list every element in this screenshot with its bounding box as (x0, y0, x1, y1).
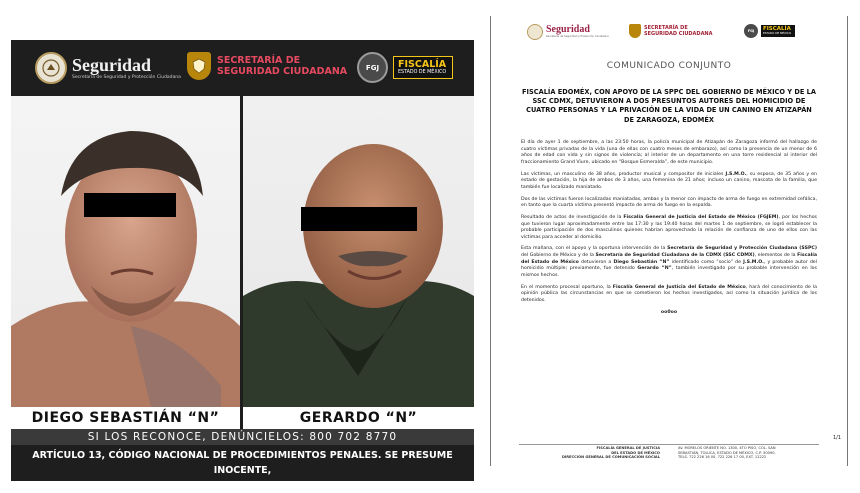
legal-line-1: ARTÍCULO 13, CÓDIGO NACIONAL DE PROCEDIMIENTOS PENALES. SE PRESUME INOCENTE, (32, 450, 453, 476)
footer-divider (519, 444, 819, 445)
page-number: 1/1 (832, 435, 841, 441)
doc-seguridad-title: Seguridad (546, 24, 590, 36)
doc-paragraph-2: Las víctimas, un masculino de 38 años, productor musical y compositor de iniciales J.S.M.O., su esposa, de 35 años y en estado de gestación, la hija de ambos de 3 años, una femenina de 21 años; incluso un canino, mascota de la familia, que también fue localizado maniatado. (521, 171, 817, 190)
doc-paragraph-1: El día de ayer 1 de septiembre, a las 23:50 horas, la policía municipal de Atizapán de Zaragoza informó del hallazgo de cuatro víctimas privadas de la vida (una de ellas con cuatro meses de embarazo), así como la presencia de un menor de 6 años de edad con vida y sin signos de violencia; al interior de un departamento en una torre residencial al interior del fraccionamiento Grand Viure, ubicado en “Bosque Esmeralda”, de este municipio. (521, 140, 817, 165)
fgj-badge-icon (744, 24, 758, 38)
fiscalia-line2: ESTADO DE MÉXICO (398, 70, 447, 75)
doc-seguridad-subtitle: Secretaría de Seguridad y Protección Ciudadana (546, 35, 609, 39)
doc-title: COMUNICADO CONJUNTO (606, 61, 732, 71)
doc-ssc-line2: SEGURIDAD CIUDADANA (644, 31, 713, 37)
doc-paragraph-6: En el momento procesal oportuno, la Fiscalía General de Justicia del Estado de México, hará del conocimiento de la opinión pública las circunstancias en que se cometieron los hechos investigados, así como la situación jurídica de los detenidos. (521, 284, 817, 303)
doc-header (491, 16, 847, 50)
ssc-logo (187, 52, 347, 80)
censor-bar (84, 193, 176, 217)
ssc-line1: SECRETARÍA DE (217, 55, 301, 66)
ssc-shield-icon (629, 24, 641, 38)
footer-left-line: DEL ESTADO DE MÉXICO (611, 450, 660, 455)
fiscalia-line1: FISCALÍA (398, 59, 447, 70)
footer-right-line: SEBASTIÁN, TOLUCA, ESTADO DE MÉXICO, C.P. 50090. (678, 450, 776, 455)
doc-fgj-logo (744, 24, 795, 38)
report-hotline: SI LOS RECONOCE, DENÚNCIELOS: 800 702 8770 (11, 429, 474, 445)
footer-left (519, 446, 660, 460)
detention-poster (11, 40, 474, 491)
fgj-badge-icon (357, 52, 388, 83)
doc-ssc-line1: SECRETARÍA DE (644, 25, 688, 31)
doc-ssc-logo (629, 24, 713, 38)
doc-paragraph-4: Resultado de actos de investigación de la Fiscalía General de Justicia del Estado de México (FGJEM), por los hechos que tuvieron lugar aproximadamente entre las 17:30 y las 19:40 horas del martes 1 de septiembre, se logró establecer la probable participación de dos masculinos quienes habrían aprovechado la relación de confianza de uno de ellos con las víctimas para acceder al domicilio. (521, 214, 818, 240)
footer-left-line: DIRECCIÓN GENERAL DE COMUNICACIÓN SOCIAL (561, 455, 660, 460)
censor-bar (301, 207, 417, 231)
doc-fgj-badge-text: FGJ (747, 29, 755, 33)
suspect-photo-2 (243, 96, 474, 407)
footer-left-line: FISCALÍA GENERAL DE JUSTICIA (596, 446, 660, 450)
fgj-logo (357, 52, 453, 83)
suspect-name-2: GERARDO “N” (243, 407, 474, 429)
footer-right (678, 446, 819, 460)
fiscalia-logo (393, 56, 453, 79)
poster-header (11, 40, 474, 96)
doc-fiscalia-line1: FISCALÍA (763, 26, 791, 33)
doc-body (521, 140, 817, 317)
doc-fiscalia-logo (761, 25, 795, 37)
footer-right-line: TELS. 722 226 16 00, 722 226 17 00, EXT. 12222 (678, 455, 767, 460)
doc-seguridad-logo (527, 24, 609, 40)
doc-paragraph-3: Dos de las víctimas fueron localizadas maniatadas, ambas y la menor con impacto de arma de fuego en extremidad cefálica, en tanto que la cuarta víctima presentó impacto de arma de fuego en la espalda. (521, 196, 817, 209)
photo-divider (240, 96, 243, 446)
ssc-shield-icon (187, 52, 211, 80)
legal-line-2: MIENTRAS NO SE DECLARE SU RESPONSABILIDAD POR LA AUTORIDAD JUDICIAL (30, 480, 455, 491)
suspect-photo-1 (11, 96, 240, 407)
footer-right-line: AV. MORELOS ORIENTE NO. 1300, 4TO PISO, COL. SAN (678, 446, 776, 450)
doc-headline: FISCALÍA EDOMÉX, CON APOYO DE LA SPPC DEL GOBIERNO DE MÉXICO Y DE LA SSC CDMX, DETUVIERON A DOS PRESUNTOS AUTORES DEL HOMICIDIO DE CUATRO PERSONAS Y LA PRIVACIÓN DE LA VIDA DE UN CANINO EN ATIZAPÁN DE ZARAGOZA, EDOMÉX (522, 88, 816, 124)
doc-fiscalia-line2: ESTADO DE MÉXICO (763, 31, 792, 36)
seguridad-logo (35, 52, 181, 84)
seguridad-title: Seguridad (72, 54, 152, 75)
mexico-seal-icon (527, 24, 543, 40)
press-release-document (490, 16, 848, 466)
mexico-seal-icon (35, 52, 67, 84)
doc-footer (519, 446, 819, 460)
suspect-name-1: DIEGO SEBASTIÁN “N” (11, 407, 240, 429)
ssc-line2: SEGURIDAD CIUDADANA (217, 66, 348, 77)
doc-paragraph-5: Esta mañana, con el apoyo y la oportuna intervención de la Secretaría de Seguridad y Protección Ciudadana (SSPC) del Gobierno de México y de la Secretaría de Seguridad Ciudadana de la CDMX (SSC CDMX), elementos de la Fiscalía del Estado de México detuvieron a Diego Sebastián “N” identificado como “socio” de J.S.M.O., y probable autor del homicidio múltiple; previamente, fue detenido Gerardo “N”, también investigado por su probable intervención en los mismos hechos. (521, 246, 818, 278)
fgj-badge-text: FGJ (365, 63, 380, 72)
legal-disclaimer (11, 445, 474, 491)
seguridad-subtitle: Secretaría de Seguridad y Protección Ciudadana (72, 74, 181, 80)
doc-closing-mark: oo0oo (660, 310, 678, 316)
